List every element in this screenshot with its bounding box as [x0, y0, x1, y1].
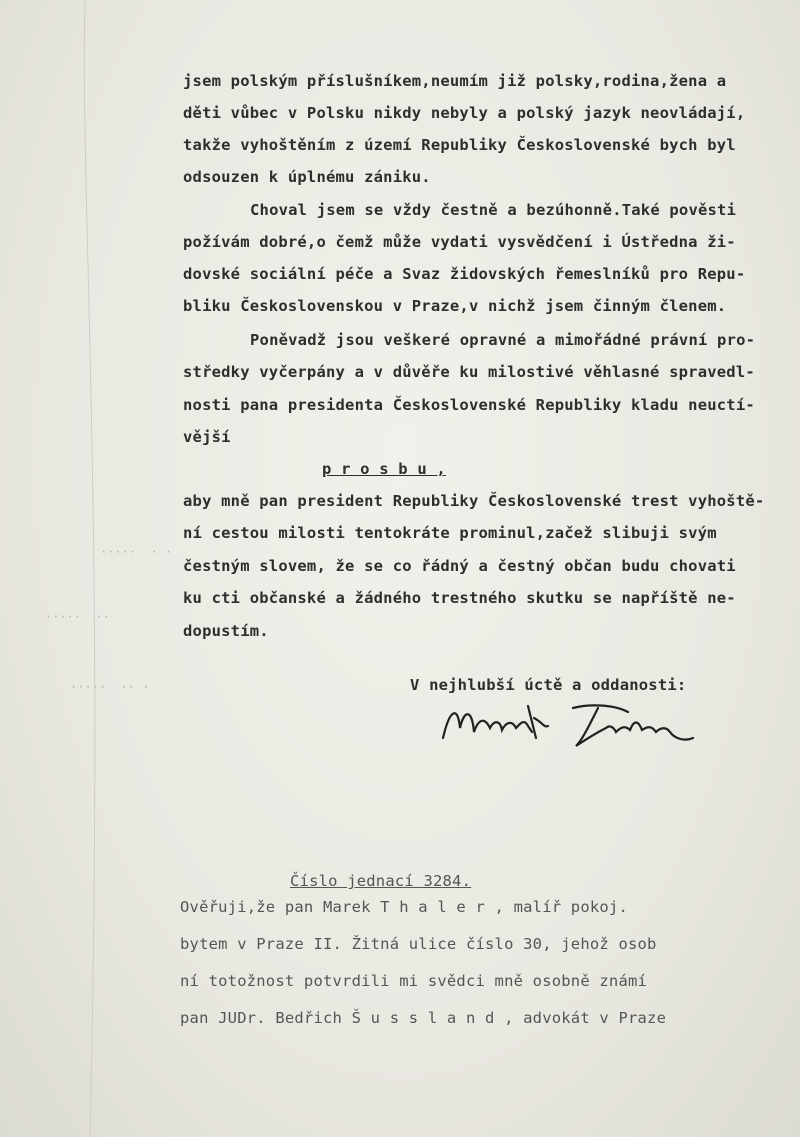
bleed-through-mark: ····· · ·	[100, 545, 173, 559]
letter-line: ní cestou milosti tentokráte prominul,začež slibuji svým	[183, 524, 717, 542]
letter-line: požívám dobré,o čemž může vydati vysvědčení i Ústředna ži-	[183, 233, 736, 251]
letter-line: čestným slovem, že se co řádný a čestný občan budu chovati	[183, 557, 736, 575]
reference-number: Číslo jednací 3284.	[290, 872, 472, 890]
letter-line: odsouzen k úplnému zániku.	[183, 168, 431, 186]
certification-line: Ověřuji,že pan Marek T h a l e r , malíř pokoj.	[180, 898, 628, 916]
certification-line: bytem v Praze II. Žitná ulice číslo 30, jehož osob	[180, 935, 657, 953]
letter-line: nosti pana presidenta Československé Republiky kladu neuctí-	[183, 396, 755, 414]
letter-line: ku cti občanské a žádného trestného skutku se napříště ne-	[183, 589, 736, 607]
handwritten-signature	[438, 698, 698, 758]
letter-line: vější	[183, 428, 231, 446]
letter-line: středky vyčerpány a v důvěře ku milostivé věhlasné spravedl-	[183, 363, 755, 381]
letter-line: děti vůbec v Polsku nikdy nebyly a polský jazyk neovládají,	[183, 104, 746, 122]
letter-line: dopustím.	[183, 622, 269, 640]
certification-line: pan JUDr. Bedřich Š u s s l a n d , advokát v Praze	[180, 1009, 667, 1027]
letter-line: dovské sociální péče a Svaz židovských řemeslníků pro Repu-	[183, 265, 746, 283]
letter-line: bliku Československou v Praze,v nichž jsem činným členem.	[183, 297, 727, 315]
certification-line: ní totožnost potvrdili mi svědci mně osobně známí	[180, 972, 648, 990]
bleed-through-mark: ····· ··	[45, 610, 111, 624]
letter-line: aby mně pan president Republiky Československé trest vyhoště-	[183, 492, 765, 510]
letter-line: Poněvadž jsou veškeré opravné a mimořádné právní pro-	[250, 331, 756, 349]
letter-line: Choval jsem se vždy čestně a bezúhonně.Také pověsti	[250, 201, 737, 219]
closing-line: V nejhlubší úctě a oddanosti:	[410, 676, 687, 694]
letter-line: jsem polským příslušníkem,neumím již polsky,rodina,žena a	[183, 72, 727, 90]
request-heading: p r o s b u ,	[322, 460, 446, 478]
bleed-through-mark: ····· ·· ·	[70, 680, 150, 694]
letter-line: takže vyhoštěním z území Republiky Československé bych byl	[183, 136, 736, 154]
